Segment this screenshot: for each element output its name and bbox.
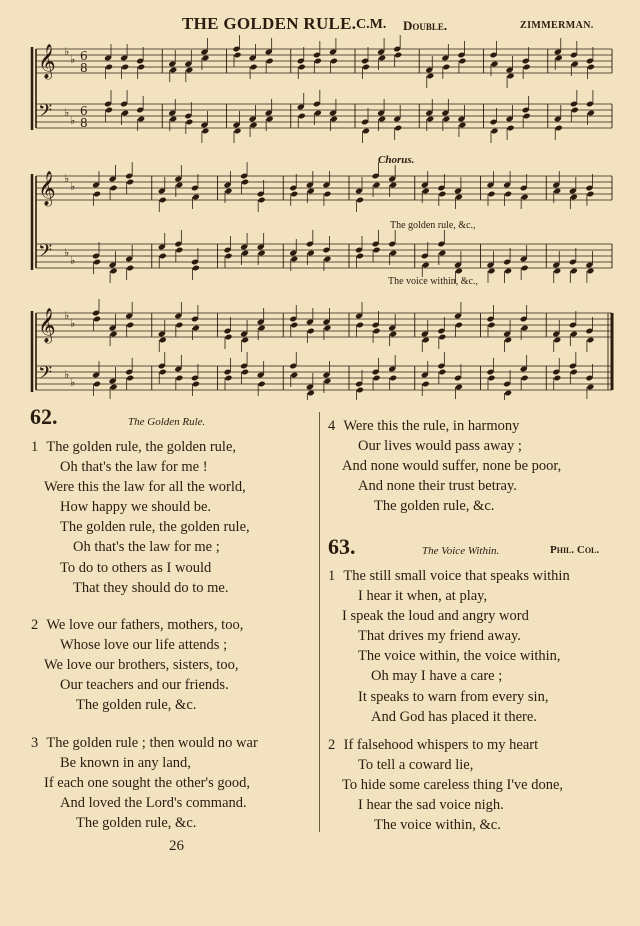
verse-line: Be known in any land, [60,755,191,772]
verse-line: Our teachers and our friends. [60,677,229,694]
hymn-63-attribution: Phil. Col. [550,544,600,556]
verse-line: Were this the law for all the world, [44,479,246,496]
verse-line: The golden rule, &c. [374,498,495,515]
verse-line: I speak the loud and angry word [342,608,529,625]
double-label: Double. [403,18,448,33]
verse-number: 1 [328,568,336,584]
verse-line: Were this the rule, in harmony [343,418,520,434]
hymn-63-verse-2 [328,735,563,835]
music-notes [92,35,595,400]
svg-text:♭: ♭ [64,45,70,58]
verse-line: To tell a coward lie, [358,757,474,774]
verse-line: I hear it when, at play, [358,588,488,605]
verse-line: Oh may I have a care ; [371,668,503,685]
svg-text:𝄢: 𝄢 [38,363,53,388]
svg-text:𝄞: 𝄞 [38,308,56,343]
verse-line: I hear the sad voice nigh. [358,797,504,814]
svg-text:♭: ♭ [64,106,70,119]
svg-text:6: 6 [80,104,88,118]
verse-line: Our lives would pass away ; [358,438,522,455]
hymn-62-verse-3 [31,733,258,833]
staff-lines [32,44,612,392]
verse-line: And none would suffer, none be poor, [342,458,562,475]
svg-text:♭: ♭ [70,180,76,193]
verse-line: To do to others as I would [60,559,212,576]
verse-line: And none their trust betray. [358,478,517,495]
meter-label: C.M. [356,17,387,32]
hymn-62-verse-2 [31,615,243,715]
verse-number: 1 [31,439,39,455]
verse-line: The voice within, &c. [374,817,501,834]
svg-text:6: 6 [80,49,88,63]
verse-line: Whose love our life attends ; [60,637,228,654]
hymn-62-verse-1 [31,437,250,598]
hymn-62-number: 62. [30,404,58,429]
svg-text:♭: ♭ [70,114,76,127]
verse-line: To hide some careless thing I've done, [342,777,564,794]
composer-name: ZIMMERMAN. [520,20,594,31]
verse-number: 4 [328,418,336,434]
verse-number: 2 [328,737,336,753]
svg-text:𝄢: 𝄢 [38,241,53,266]
verse-line: We love our brothers, sisters, too, [44,657,239,674]
verse-line: That drives my friend away. [358,628,521,645]
chorus-label: Chorus. [378,154,415,166]
svg-text:8: 8 [80,116,88,130]
hymn-tune-title: THE GOLDEN RULE. [182,14,357,33]
svg-text:♭: ♭ [70,376,76,389]
chorus-cue-treble: The golden rule, &c., [390,220,476,231]
verse-line: If falsehood whispers to my heart [343,737,539,753]
verse-line: The golden rule, &c. [76,697,197,714]
verse-line: If each one sought the other's good, [44,775,250,792]
verse-line: Oh that's the law for me ; [73,539,220,556]
hymn-62-title: The Golden Rule. [128,416,206,428]
svg-text:𝄞: 𝄞 [38,171,56,206]
svg-text:♭: ♭ [70,317,76,330]
verse-number: 3 [31,735,39,751]
verse-line: The golden rule, &c. [76,815,197,832]
chorus-cue-bass: The voice within, &c., [388,276,478,287]
verse-line: Oh that's the law for me ! [60,459,208,476]
svg-text:♭: ♭ [64,172,70,185]
svg-text:8: 8 [80,61,88,75]
svg-text:♭: ♭ [70,53,76,66]
verse-line: And God has placed it there. [371,708,537,725]
svg-text:𝄢: 𝄢 [38,101,53,126]
svg-text:♭: ♭ [70,254,76,267]
svg-text:♭: ♭ [64,246,70,259]
hymn-63-title: The Voice Within. [422,545,500,557]
verse-line: The voice within, the voice within, [358,648,561,665]
music-score [0,0,640,400]
verse-number: 2 [31,617,39,633]
hymn-63-number: 63. [328,534,356,559]
verse-line: We love our fathers, mothers, too, [46,617,244,633]
verse-line: It speaks to warn from every sin, [358,688,549,705]
verse-line: And loved the Lord's command. [60,795,247,812]
verse-line: The golden rule, the golden rule, [60,519,250,536]
verse-line: That they should do to me. [73,579,229,596]
verse-line: The still small voice that speaks within [343,568,570,584]
page-number: 26 [169,838,184,854]
column-divider [319,412,320,832]
verse-line: How happy we should be. [60,499,212,516]
verse-line: The golden rule, the golden rule, [46,439,237,455]
svg-text:♭: ♭ [64,309,70,322]
hymn-63-verse-1 [328,566,570,727]
svg-text:♭: ♭ [64,368,70,381]
verse-line: The golden rule ; then would no war [46,735,258,751]
hymn-62-verse-4 [328,416,561,516]
svg-text:𝄞: 𝄞 [38,44,56,79]
